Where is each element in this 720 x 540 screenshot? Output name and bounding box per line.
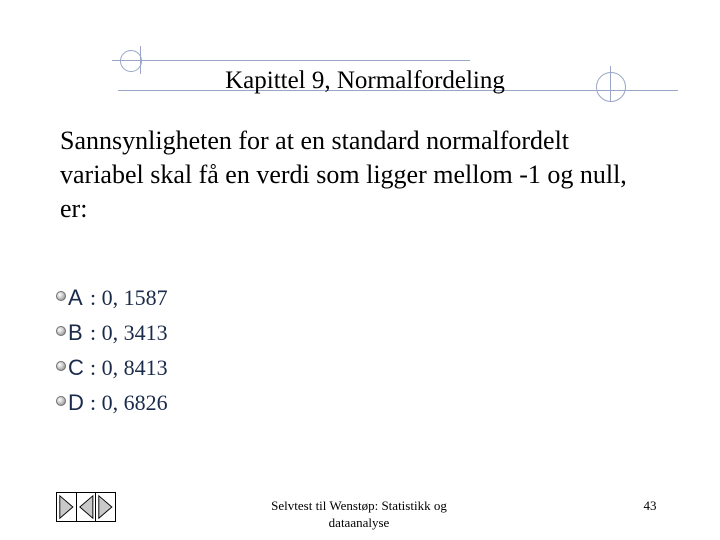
answer-options bbox=[56, 280, 456, 420]
option-c[interactable] bbox=[56, 350, 456, 385]
next-slide-button[interactable] bbox=[96, 493, 115, 521]
bullet-icon bbox=[56, 396, 66, 406]
previous-slide-icon bbox=[77, 493, 96, 521]
header-line-top bbox=[112, 60, 470, 61]
header-circle-right bbox=[596, 72, 626, 102]
option-value: : 0, 1587 bbox=[90, 284, 168, 310]
option-value: : 0, 6826 bbox=[90, 389, 168, 415]
bullet-icon bbox=[56, 291, 66, 301]
option-letter: D bbox=[68, 389, 84, 415]
option-letter: C bbox=[68, 354, 84, 380]
option-value: : 0, 3413 bbox=[90, 319, 168, 345]
option-a[interactable] bbox=[56, 280, 456, 315]
slide-navigation bbox=[56, 492, 116, 522]
bullet-icon bbox=[56, 326, 66, 336]
question-text: Sannsynligheten for at en standard normalfordelt variabel skal få en verdi som ligger mellom -1 og null, er: bbox=[60, 126, 627, 223]
first-slide-icon bbox=[57, 493, 76, 521]
page-number: 43 bbox=[643, 498, 657, 513]
page-title: Kapittel 9, Normalfordeling bbox=[225, 67, 505, 94]
header-circle-left bbox=[120, 50, 142, 72]
first-slide-button[interactable] bbox=[57, 493, 77, 521]
option-letter: B bbox=[68, 319, 83, 345]
bullet-icon bbox=[56, 361, 66, 371]
option-value: : 0, 8413 bbox=[90, 354, 168, 380]
option-d[interactable] bbox=[56, 385, 456, 420]
footer-text: Selvtest til Wenstøp: Statistikk og dataanalyse bbox=[271, 498, 447, 530]
previous-slide-button[interactable] bbox=[77, 493, 97, 521]
option-letter: A bbox=[68, 284, 83, 310]
option-b[interactable] bbox=[56, 315, 456, 350]
next-slide-icon bbox=[96, 493, 115, 521]
